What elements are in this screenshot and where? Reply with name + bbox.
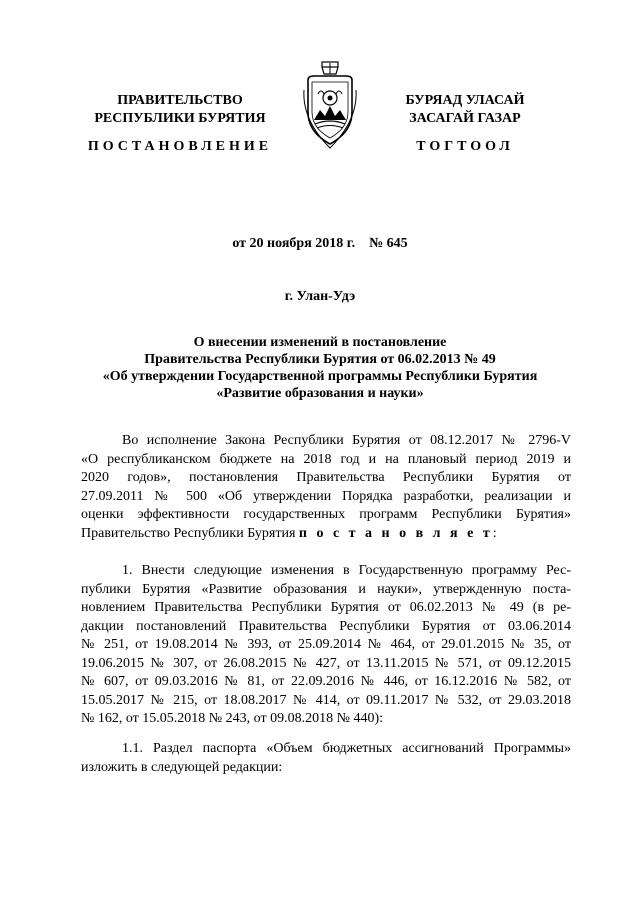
text-line-last	[81, 525, 571, 544]
text-line: дакции постановлений Правительства Республики Бурятия от 03.06.2014	[81, 618, 571, 634]
title-line: «Развитие образования и науки»	[216, 386, 424, 401]
header-left-line2: РЕСПУБЛИКИ БУРЯТИЯ	[94, 111, 266, 126]
header-right-line2: ЗАСАГАЙ ГАЗАР	[409, 111, 521, 126]
text-line: № 162, от 15.05.2018 № 243, от 09.08.2018 № 440):	[81, 711, 383, 726]
text-line: 15.05.2017 № 215, от 18.08.2017 № 414, от 09.11.2017 № 532, от 29.03.2018	[81, 692, 571, 708]
title-line: Правительства Республики Бурятия от 06.02.2013 № 49	[144, 352, 496, 367]
doc-type-bua: ТОГТООЛ	[416, 139, 514, 154]
doc-type-ru: ПОСТАНОВЛЕНИЕ	[87, 139, 273, 154]
item-1-paragraph	[81, 562, 571, 729]
coat-of-arms-icon	[300, 60, 360, 152]
text-line: новлением Правительства Республики Бурятия от 06.02.2013 № 49 (в ре-	[81, 600, 571, 615]
verb-suffix: :	[492, 525, 497, 541]
header-right	[365, 92, 565, 128]
text-line: № 607, от 09.03.2016 № 81, от 22.09.2016 № 446, от 16.12.2016 № 582, от	[81, 674, 571, 689]
title-line: О внесении изменений в постановление	[193, 335, 447, 350]
text-line: публики Бурятия «Развитие образования и науки», утвержденную поста-	[81, 581, 571, 597]
text-line: № 251, от 19.08.2014 № 393, от 25.09.2014 № 464, от 29.01.2015 № 35, от	[81, 637, 571, 652]
text-line: 27.09.2011 № 500 «Об утверждении Порядка разработки, реализации и	[81, 488, 571, 504]
text-line: оценки эффективности государственных программ Республики Бурятия»	[81, 507, 571, 522]
document-title	[70, 334, 570, 402]
header-left-line1: ПРАВИТЕЛЬСТВО	[117, 93, 243, 108]
text-line: Правительство Республики Бурятия	[81, 525, 296, 541]
text-line: изложить в следующей редакции:	[81, 759, 283, 775]
title-line: «Об утверждении Государственной программы Республики Бурятия	[102, 369, 538, 384]
resolves-verb: п о с т а н о в л я е т	[298, 525, 493, 541]
text-line: 1.1. Раздел паспорта «Объем бюджетных ассигнований Программы»	[122, 741, 571, 756]
text-line: «О республиканском бюджете на 2018 год и на плановый период 2019 и	[81, 451, 571, 467]
header-right-line1: БУРЯАД УЛАСАЙ	[405, 93, 525, 108]
text-line: 1. Внести следующие изменения в Государственную программу Рес-	[122, 563, 571, 578]
date-and-number: от 20 ноября 2018 г. № 645	[232, 236, 408, 251]
text-line: Во исполнение Закона Республики Бурятия от 08.12.2017 № 2796-V	[122, 433, 571, 448]
preamble-paragraph	[81, 432, 571, 543]
text-line: 2020 годов», постановления Правительства Республики Бурятия от	[81, 470, 571, 485]
item-1-1-paragraph	[81, 740, 571, 777]
city: г. Улан-Удэ	[284, 289, 356, 304]
text-line: 19.06.2015 № 307, от 26.08.2015 № 427, от 13.11.2015 № 571, от 09.12.2015	[81, 655, 571, 671]
header-left	[80, 92, 280, 128]
